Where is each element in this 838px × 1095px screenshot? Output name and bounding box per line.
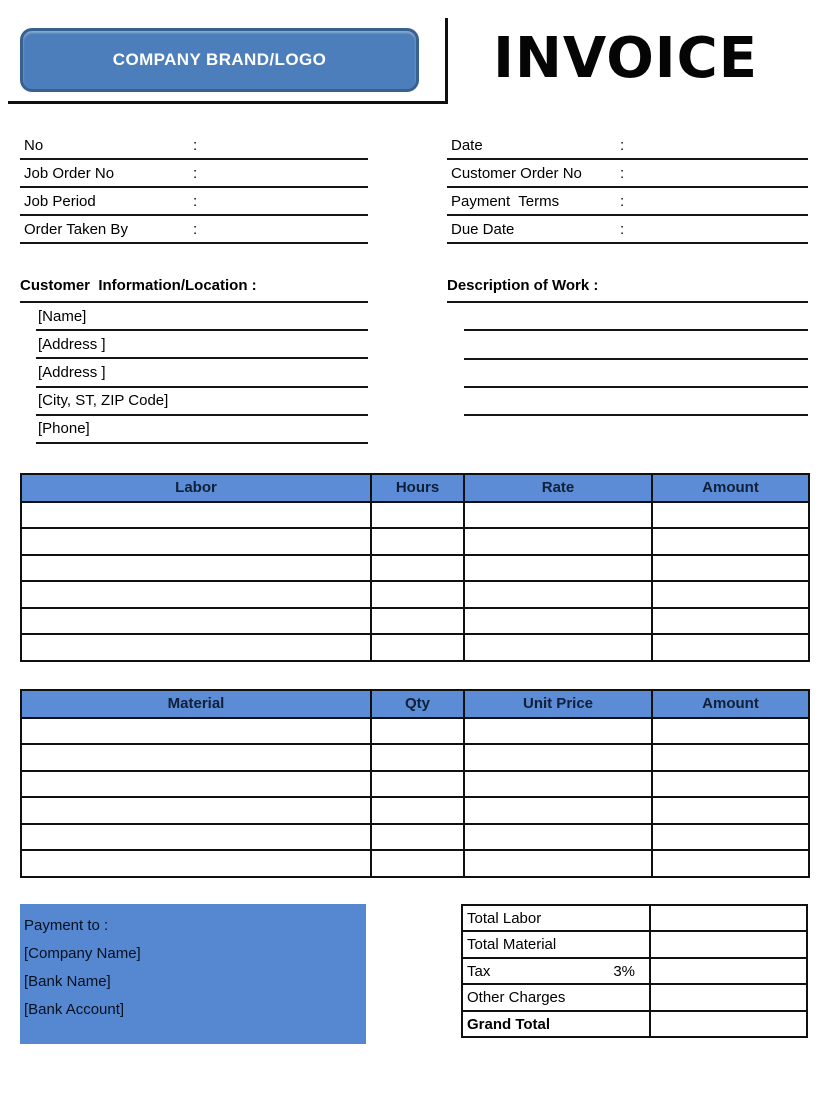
other-charges-label: Other Charges [467,989,566,1007]
work-description-line[interactable] [464,360,808,388]
material-header-row [21,690,809,718]
material-cell[interactable] [464,718,652,745]
labor-cell[interactable] [371,634,464,661]
payment-terms-field-input[interactable] [634,188,808,214]
company-logo-button[interactable] [20,28,419,92]
labor-cell[interactable] [21,608,371,635]
total-labor-row [462,905,807,932]
material-cell[interactable] [21,850,371,877]
labor-row [21,502,809,529]
labor-row [21,555,809,582]
customer-address1-line[interactable] [36,331,368,359]
other-charges-row [462,984,807,1011]
total-labor-value[interactable] [650,905,807,932]
field-colon: : [620,136,625,154]
material-cell[interactable] [652,850,809,877]
amount-column-header: Amount [652,690,809,718]
total-material-label: Total Material [467,936,557,954]
payment-company-name-placeholder[interactable]: [Company Name] [24,944,141,962]
job-period-field-input[interactable] [207,188,368,214]
field-row-customer-order-no [447,160,808,188]
company-logo-label: COMPANY BRAND/LOGO [112,50,327,69]
work-description-line[interactable] [464,303,808,331]
totals-block [461,904,808,1044]
labor-cell[interactable] [652,555,809,582]
material-row [21,850,809,877]
labor-table [20,473,810,662]
total-material-value[interactable] [650,931,807,958]
customer-info-heading: Customer Information/Location : [20,277,368,303]
field-colon: : [193,220,198,238]
field-row-job-order-no [20,160,368,188]
tax-label: Tax [467,962,491,980]
job-order-no-field-input[interactable] [207,160,368,186]
description-of-work-block [447,277,808,444]
labor-cell[interactable] [21,528,371,555]
customer-info-block [20,277,368,444]
material-cell[interactable] [371,771,464,798]
labor-cell[interactable] [464,634,652,661]
labor-cell[interactable] [464,502,652,529]
labor-cell[interactable] [652,581,809,608]
material-row [21,744,809,771]
no-field-input[interactable] [207,132,368,158]
customer-city-placeholder: [City, ST, ZIP Code] [38,392,169,410]
material-cell[interactable] [464,797,652,824]
hours-column-header: Hours [371,474,464,502]
labor-cell[interactable] [371,528,464,555]
labor-cell[interactable] [21,555,371,582]
customer-name-line[interactable] [36,303,368,331]
meta-column-left [20,132,368,244]
labor-cell[interactable] [652,502,809,529]
labor-cell[interactable] [464,581,652,608]
field-row-no [20,132,368,160]
labor-header-row [21,474,809,502]
customer-city-line[interactable] [36,388,368,416]
material-cell[interactable] [464,824,652,851]
material-cell[interactable] [371,744,464,771]
customer-address2-line[interactable] [36,359,368,387]
labor-column-header: Labor [21,474,371,502]
material-cell[interactable] [21,744,371,771]
labor-cell[interactable] [464,555,652,582]
field-label: Due Date [451,220,515,238]
field-label: No [24,136,44,154]
material-cell[interactable] [371,797,464,824]
payment-bank-name-placeholder[interactable]: [Bank Name] [24,972,111,990]
labor-cell[interactable] [21,634,371,661]
material-cell[interactable] [371,824,464,851]
totals-table [461,904,808,1039]
labor-row [21,528,809,555]
field-label: Job Period [24,192,96,210]
labor-cell[interactable] [371,502,464,529]
due-date-field-input[interactable] [634,216,808,242]
material-cell[interactable] [21,718,371,745]
material-cell[interactable] [652,797,809,824]
customer-address1-placeholder: [Address ] [38,335,106,353]
field-label: Job Order No [24,164,115,182]
bottom-section [20,904,808,1044]
customer-name-placeholder: [Name] [38,307,87,325]
labor-cell[interactable] [371,555,464,582]
customer-phone-placeholder: [Phone] [38,420,90,438]
field-label: Payment Terms [451,192,560,210]
date-field-input[interactable] [634,132,808,158]
material-cell[interactable] [371,850,464,877]
other-charges-value[interactable] [650,984,807,1011]
customer-phone-line[interactable] [36,416,368,444]
material-row [21,718,809,745]
field-label: Order Taken By [24,220,128,238]
labor-cell[interactable] [371,581,464,608]
field-label: Customer Order No [451,164,582,182]
logo-frame [8,18,448,104]
labor-cell[interactable] [371,608,464,635]
field-colon: : [193,192,198,210]
labor-row [21,581,809,608]
field-row-payment-terms [447,188,808,216]
material-cell[interactable] [21,771,371,798]
labor-cell[interactable] [652,528,809,555]
material-row [21,797,809,824]
payment-bank-account-placeholder[interactable]: [Bank Account] [24,1000,125,1018]
labor-cell[interactable] [464,608,652,635]
field-row-date [447,132,808,160]
work-description-line[interactable] [464,388,808,416]
material-cell[interactable] [21,797,371,824]
material-table [20,689,810,878]
description-of-work-heading: Description of Work : [447,277,808,303]
page-header [0,0,838,104]
material-cell[interactable] [21,824,371,851]
field-colon: : [193,136,198,154]
field-colon: : [620,164,625,182]
field-colon: : [620,220,625,238]
meta-column-right [447,132,808,244]
material-cell[interactable] [652,744,809,771]
material-column-header: Material [21,690,371,718]
tax-value[interactable] [650,958,807,985]
field-colon: : [193,164,198,182]
field-row-order-taken-by [20,216,368,244]
material-row [21,771,809,798]
customer-order-no-field-input[interactable] [634,160,808,186]
work-description-line[interactable] [464,331,808,359]
material-cell[interactable] [371,718,464,745]
material-cell[interactable] [464,850,652,877]
labor-cell[interactable] [21,502,371,529]
rate-column-header: Rate [464,474,652,502]
labor-row [21,608,809,635]
customer-address2-placeholder: [Address ] [38,363,106,381]
payment-box [20,904,366,1044]
tax-row [462,958,807,985]
info-section [20,277,808,444]
payment-to-heading: Payment to : [24,916,109,934]
field-colon: : [620,192,625,210]
material-cell[interactable] [464,744,652,771]
field-row-due-date [447,216,808,244]
material-row [21,824,809,851]
grand-total-label: Grand Total [467,1015,551,1033]
labor-cell[interactable] [21,581,371,608]
labor-cell[interactable] [652,608,809,635]
material-cell[interactable] [464,771,652,798]
unit-price-column-header: Unit Price [464,690,652,718]
labor-row [21,634,809,661]
material-cell[interactable] [652,824,809,851]
material-cell[interactable] [652,771,809,798]
field-row-job-period [20,188,368,216]
grand-total-row [462,1011,807,1038]
material-cell[interactable] [652,718,809,745]
qty-column-header: Qty [371,690,464,718]
labor-cell[interactable] [464,528,652,555]
labor-cell[interactable] [652,634,809,661]
total-material-row [462,931,807,958]
grand-total-value[interactable] [650,1011,807,1038]
invoice-title: INVOICE [493,26,758,91]
tax-rate: 3% [613,962,635,980]
field-label: Date [451,136,483,154]
invoice-meta [20,132,808,244]
amount-column-header: Amount [652,474,809,502]
order-taken-by-field-input[interactable] [207,216,368,242]
total-labor-label: Total Labor [467,909,542,927]
